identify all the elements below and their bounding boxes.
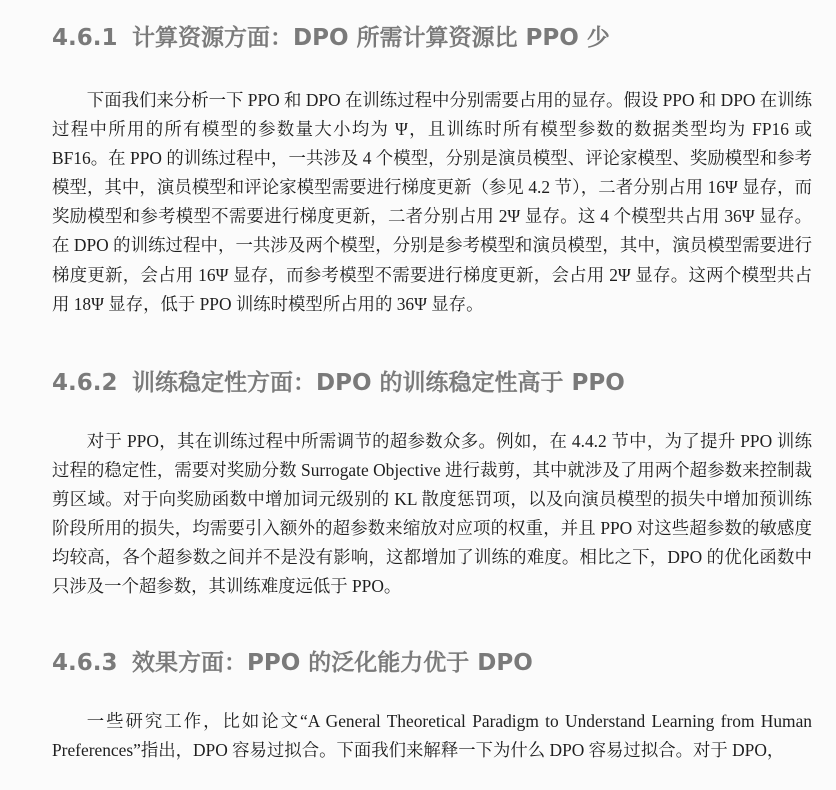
section-number: 4.6.1	[52, 25, 118, 51]
section-heading-4-6-1	[52, 23, 610, 53]
section-paragraph: 下面我们来分析一下 PPO 和 DPO 在训练过程中分别需要占用的显存。假设 PPO 和 DPO 在训练过程中所用的所有模型的参数量大小均为 Ψ，且训练时所有模型参数的数据类型均为 FP16 或 BF16。在 PPO 的训练过程中，一共涉及 4 个模型，分别是演员模型、评论家模型、奖励模型和参考模型，其中，演员模型和评论家模型需要进行梯度更新（参见 4.2 节），二者分别占用 16Ψ 显存，而奖励模型和参考模型不需要进行梯度更新，二者分别占用 2Ψ 显存。这 4 个模型共占用 36Ψ 显存。在 DPO 的训练过程中，一共涉及两个模型，分别是参考模型和演员模型，其中，演员模型需要进行梯度更新，会占用 16Ψ 显存，而参考模型不需要进行梯度更新，会占用 2Ψ 显存。这两个模型共占用 18Ψ 显存，低于 PPO 训练时模型所占用的 36Ψ 显存。	[52, 90, 812, 314]
section-number: 4.6.2	[52, 370, 118, 396]
section-title-text: 效果方面：PPO 的泛化能力优于 DPO	[132, 650, 533, 676]
section-title-text: 计算资源方面：DPO 所需计算资源比 PPO 少	[132, 25, 610, 51]
section-number: 4.6.3	[52, 650, 118, 676]
section-paragraph: 对于 PPO，其在训练过程中所需调节的超参数众多。例如，在 4.4.2 节中，为了提升 PPO 训练过程的稳定性，需要对奖励分数 Surrogate Objective 进行裁剪，其中就涉及了用两个超参数来控制裁剪区域。对于向奖励函数中增加词元级别的 KL 散度惩罚项，以及向演员模型的损失中增加预训练阶段所用的损失，均需要引入额外的超参数来缩放对应项的权重，并且 PPO 对这些超参数的敏感度均较高，各个超参数之间并不是没有影响，这都增加了训练的难度。相比之下，DPO 的优化函数中只涉及一个超参数，其训练难度远低于 PPO。	[52, 431, 812, 597]
section-heading-4-6-3	[52, 648, 533, 678]
section-title-text: 训练稳定性方面：DPO 的训练稳定性高于 PPO	[132, 370, 625, 396]
section-heading-4-6-2	[52, 368, 625, 398]
section-paragraph: 一些研究工作，比如论文“A General Theoretical Paradigm to Understand Learning from Human Preferences”指出，DPO 容易过拟合。下面我们来解释一下为什么 DPO 容易过拟合。对于 DPO，	[52, 711, 812, 761]
